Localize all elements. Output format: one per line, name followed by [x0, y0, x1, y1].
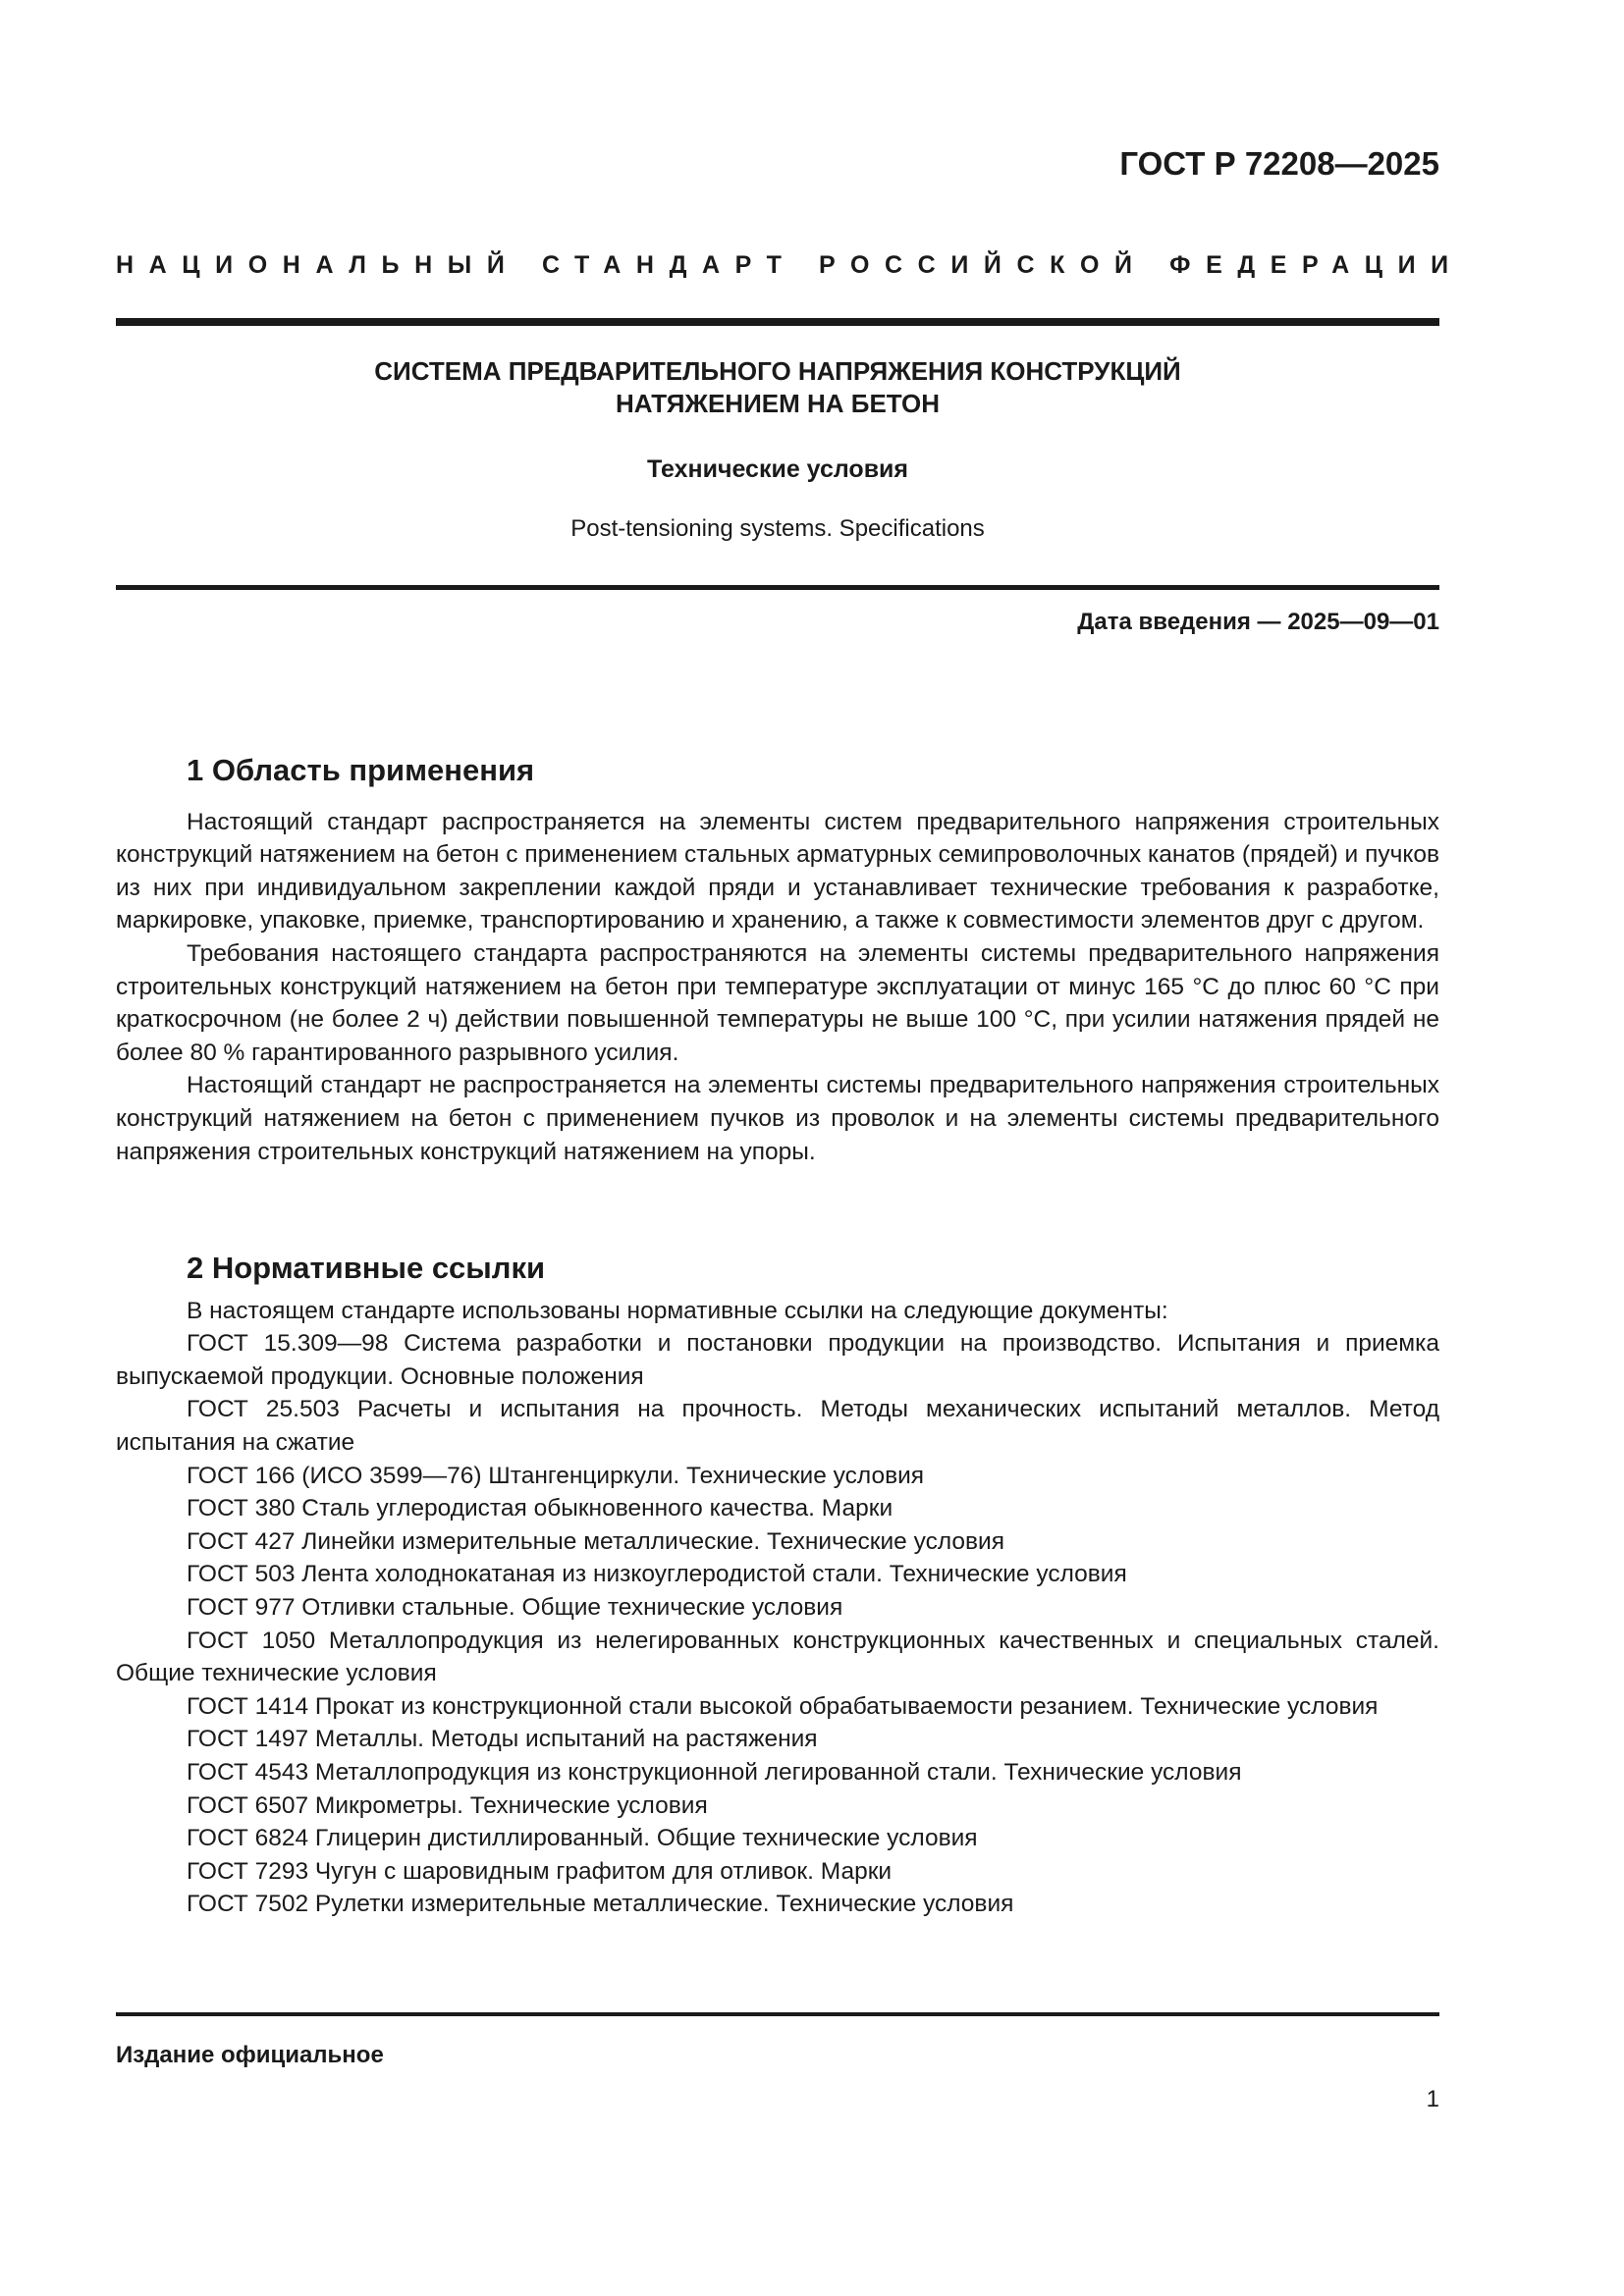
- reference-item: ГОСТ 380 Сталь углеродистая обыкновенного качества. Марки: [187, 1495, 893, 1522]
- page-number: 1: [1426, 2086, 1439, 2112]
- reference-item: ГОСТ 977 Отливки стальные. Общие технические условия: [187, 1593, 843, 1621]
- reference-item: ГОСТ 6507 Микрометры. Технические условия: [187, 1791, 708, 1819]
- paragraph: Требования настоящего стандарта распространяются на элементы системы предварительного напряжения строительных конструкций натяжением на бетон при температуре эксплуатации от минус 165 °С до плюс 60 °С при краткосрочном (не более 2 ч) действии повышенной температуры не выше 100 °С, при усилии натяжения прядей не более 80 % гарантированного разрывного усилия.: [116, 939, 1439, 1066]
- references-intro: В настоящем стандарте использованы нормативные ссылки на следующие документы:: [187, 1297, 1168, 1324]
- reference-item: ГОСТ 503 Лента холоднокатаная из низкоуглеродистой стали. Технические условия: [187, 1561, 1127, 1588]
- section-1: [116, 754, 1439, 1168]
- reference-item: ГОСТ 7502 Рулетки измерительные металлические. Технические условия: [187, 1891, 1014, 1918]
- document-code: ГОСТ Р 72208—2025: [1119, 145, 1439, 182]
- section-2: [116, 1252, 1439, 1921]
- reference-item: ГОСТ 166 (ИСО 3599—76) Штангенциркули. Технические условия: [187, 1462, 925, 1489]
- footer-divider: [116, 2012, 1439, 2016]
- title-line-2: НАТЯЖЕНИЕМ НА БЕТОН: [615, 389, 941, 418]
- reference-item: ГОСТ 25.503 Расчеты и испытания на прочность. Методы механических испытаний металлов. Метод испытания на сжатие: [116, 1396, 1439, 1456]
- title-line-1: СИСТЕМА ПРЕДВАРИТЕЛЬНОГО НАПРЯЖЕНИЯ КОНСТРУКЦИЙ: [374, 356, 1181, 386]
- reference-item: ГОСТ 1414 Прокат из конструкционной стали высокой обрабатываемости резанием. Технические условия: [187, 1692, 1379, 1720]
- title-divider: [116, 585, 1439, 590]
- introduction-date: Дата введения — 2025—09—01: [1077, 609, 1439, 635]
- edition-label: Издание официальное: [116, 2042, 384, 2068]
- national-standard-label: НАЦИОНАЛЬНЫЙ СТАНДАРТ РОССИЙСКОЙ ФЕДЕРАЦИИ: [116, 251, 1464, 279]
- reference-item: ГОСТ 4543 Металлопродукция из конструкционной легированной стали. Технические условия: [187, 1758, 1242, 1786]
- reference-item: ГОСТ 7293 Чугун с шаровидным графитом для отливок. Марки: [187, 1857, 893, 1885]
- paragraph: Настоящий стандарт не распространяется на элементы системы предварительного напряжения строительных конструкций натяжением на бетон с применением пучков из проволок и на элементы системы предварительного напряжения строительных конструкций натяжением на упоры.: [116, 1072, 1439, 1165]
- references-list: [116, 1327, 1439, 1921]
- reference-item: ГОСТ 6824 Глицерин дистиллированный. Общие технические условия: [187, 1825, 978, 1852]
- english-title: Post-tensioning systems. Specifications: [570, 515, 985, 542]
- reference-item: ГОСТ 1050 Металлопродукция из нелегированных конструкционных качественных и специальных сталей. Общие технические условия: [116, 1627, 1439, 1687]
- document-title: [116, 355, 1439, 420]
- section-2-heading: 2 Нормативные ссылки: [187, 1251, 546, 1285]
- reference-item: ГОСТ 15.309—98 Система разработки и постановки продукции на производство. Испытания и приемка выпускаемой продукции. Основные положения: [116, 1330, 1439, 1390]
- reference-item: ГОСТ 1497 Металлы. Методы испытаний на растяжения: [187, 1726, 818, 1753]
- reference-item: ГОСТ 427 Линейки измерительные металлические. Технические условия: [187, 1527, 1004, 1555]
- section-1-heading: 1 Область применения: [187, 753, 535, 787]
- document-subtitle: Технические условия: [646, 455, 909, 483]
- header-divider: [116, 318, 1439, 326]
- paragraph: Настоящий стандарт распространяется на элементы систем предварительного напряжения строительных конструкций натяжением на бетон с применением стальных арматурных семипроволочных канатов (прядей) и пучков из них при индивидуальном закреплении каждой пряди и устанавливает технические требования к разработке, маркировке, упаковке, приемке, транспортированию и хранению, а также к совместимости элементов друг с другом.: [116, 808, 1439, 934]
